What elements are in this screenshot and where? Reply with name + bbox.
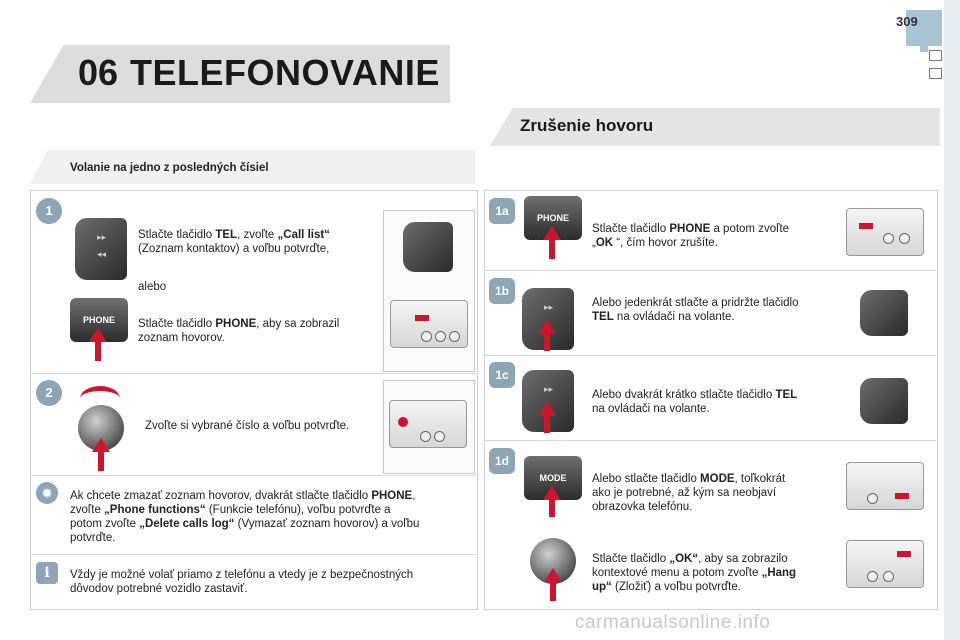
radio-illustration-icon: [846, 208, 924, 256]
step1-text-line1: Stlačte tlačidlo TEL, zvoľte „Call list“: [138, 229, 330, 241]
radio-highlight: [398, 417, 408, 427]
s1d-line2: ako je potrebné, až kým sa neobjaví: [592, 487, 777, 499]
press-arrow-shaft: [544, 333, 550, 351]
radio-button-dot: [434, 431, 445, 442]
radio-button-dot: [449, 331, 460, 342]
press-arrow-shaft: [549, 239, 555, 259]
tip-line2: zvoľte „Phone functions“ (Funkcie telefónu), voľbu potvrďte a: [70, 504, 391, 516]
radio-illustration-icon: [390, 300, 468, 348]
divider: [484, 270, 936, 271]
stalk-illustration-icon: [403, 222, 453, 272]
stalk-illustration-icon: [860, 290, 908, 336]
radio-button-dot: [883, 233, 894, 244]
divider: [30, 373, 476, 374]
radio-illustration-icon: [846, 540, 924, 588]
s1d-line3: obrazovka telefónu.: [592, 501, 693, 513]
tip-line4: potvrďte.: [70, 532, 116, 544]
side-strip: [944, 0, 960, 640]
phone-text-line2: zoznam hovorov.: [138, 332, 225, 344]
section-title: Zrušenie hovoru: [520, 116, 654, 135]
tip-line1: Ak chcete zmazať zoznam hovorov, dvakrát stlačte tlačidlo PHONE,: [70, 490, 416, 502]
divider: [30, 475, 476, 476]
press-arrow-icon: [89, 328, 107, 342]
s1a-line2: „OK “, čím hovor zrušíte.: [592, 237, 718, 249]
radio-highlight: [859, 223, 873, 229]
s1b-line2: TEL na ovládači na volante.: [592, 311, 735, 323]
s1c-line1: Alebo dvakrát krátko stlačte tlačidlo TEL: [592, 389, 798, 401]
chapter-title: TELEFONOVANIE: [130, 52, 440, 93]
alebo-text: alebo: [138, 281, 167, 293]
steering-stalk-icon: ▸▸: [522, 370, 574, 432]
radio-button-dot: [883, 571, 894, 582]
press-arrow-shaft: [544, 415, 550, 433]
steering-stalk-icon: ▸▸ ◂◂: [75, 218, 127, 280]
press-arrow-shaft: [550, 581, 556, 601]
watermark: carmanualsonline.info: [575, 612, 771, 633]
tab-box: [929, 68, 942, 79]
press-arrow-icon: [92, 438, 110, 452]
stalk-illustration-icon: [860, 378, 908, 424]
subtitle: Volanie na jedno z posledných čísiel: [70, 162, 269, 174]
press-arrow-shaft: [549, 499, 555, 517]
tip-line3: potom zvoľte „Delete calls log“ (Vymazať zoznam hovorov) a voľbu: [70, 518, 420, 530]
phone-key-icon: PHONE: [524, 196, 582, 240]
step-badge: 1: [36, 198, 62, 224]
step2-text: Zvoľte si vybrané číslo a voľbu potvrďte.: [145, 420, 350, 432]
radio-button-dot: [867, 493, 878, 504]
mode-key-icon: MODE: [524, 456, 582, 500]
press-arrow-icon: [543, 486, 561, 500]
step-badge: 1a: [489, 198, 515, 224]
steering-stalk-icon: ▸▸: [522, 288, 574, 350]
s1d-ok-line1: Stlačte tlačidlo „OK“, aby sa zobrazilo: [592, 553, 788, 565]
radio-button-dot: [867, 571, 878, 582]
radio-highlight: [415, 315, 429, 321]
press-arrow-icon: [543, 226, 561, 240]
divider: [484, 440, 936, 441]
page-number: 309: [896, 14, 918, 29]
press-arrow-icon: [538, 402, 556, 416]
step-badge: 1c: [489, 362, 515, 388]
tip-sun-icon: ✹: [36, 482, 58, 504]
info-line2: dôvodov potrebné vozidlo zastaviť.: [70, 583, 248, 595]
tab-box: [929, 50, 942, 61]
divider: [484, 355, 936, 356]
phone-text-line1: Stlačte tlačidlo PHONE, aby sa zobrazil: [138, 318, 340, 330]
radio-highlight: [897, 551, 911, 557]
radio-button-dot: [421, 331, 432, 342]
step1-text-line2: (Zoznam kontaktov) a voľbu potvrďte,: [138, 243, 330, 255]
info-line1: Vždy je možné volať priamo z telefónu a vtedy je z bezpečnostných: [70, 569, 414, 581]
press-arrow-shaft: [98, 451, 104, 471]
radio-illustration-icon: [846, 462, 924, 510]
radio-button-dot: [435, 331, 446, 342]
rotate-arrow-icon: [80, 386, 120, 411]
press-arrow-icon: [544, 568, 562, 582]
info-icon: i: [36, 562, 58, 584]
step-badge: 2: [36, 380, 62, 406]
press-arrow-icon: [538, 320, 556, 334]
s1d-line1: Alebo stlačte tlačidlo MODE, toľkokrát: [592, 473, 786, 485]
radio-highlight: [895, 493, 909, 499]
s1d-ok-line2: kontextové menu a potom zvoľte „Hang: [592, 567, 797, 579]
s1d-ok-line3: up“ (Zložiť) a voľbu potvrďte.: [592, 581, 741, 593]
s1c-line2: na ovládači na volante.: [592, 403, 710, 415]
radio-button-dot: [420, 431, 431, 442]
step-badge: 1d: [489, 448, 515, 474]
divider: [30, 554, 476, 555]
s1a-line1: Stlačte tlačidlo PHONE a potom zvoľte: [592, 223, 790, 235]
phone-key-icon: PHONE: [70, 298, 128, 342]
radio-illustration-icon: [389, 400, 467, 448]
corner-marker: [920, 44, 928, 52]
chapter-number: 06: [78, 52, 119, 93]
step-badge: 1b: [489, 278, 515, 304]
press-arrow-shaft: [95, 341, 101, 361]
s1b-line1: Alebo jedenkrát stlačte a pridržte tlačidlo: [592, 297, 799, 309]
radio-button-dot: [899, 233, 910, 244]
